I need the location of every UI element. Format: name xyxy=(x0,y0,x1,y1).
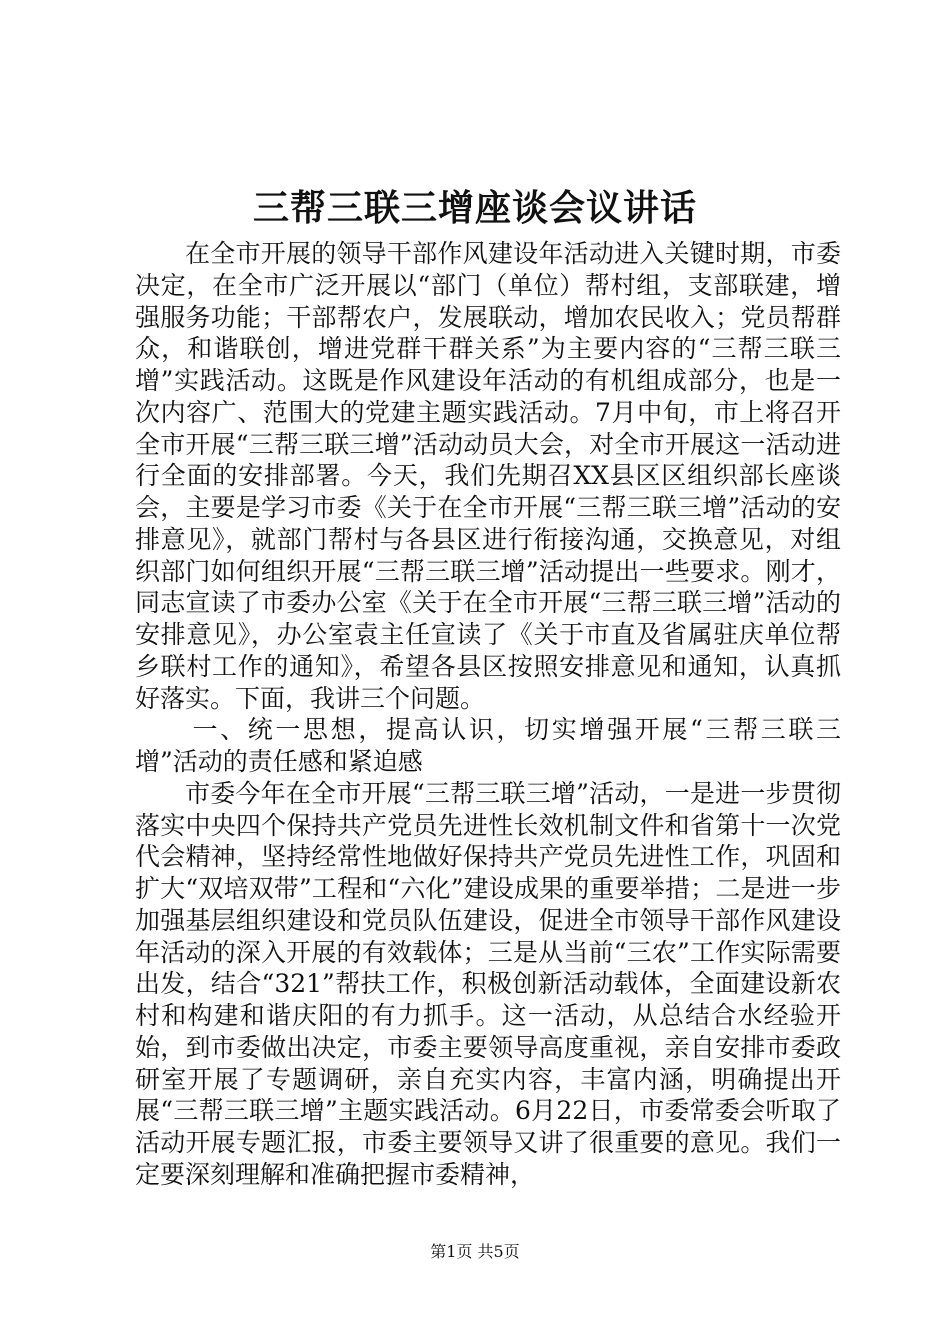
section-heading-1: 一、统一思想，提高认识，切实增强开展“三帮三联三增”活动的责任感和紧迫感 xyxy=(135,715,841,776)
paragraph-section-1: 市委今年在全市开展“三帮三联三增”活动，一是进一步贯彻落实中央四个保持共产党员先进性长效机制文件和省第十一次党代会精神，坚持经常性地做好保持共产党员先进性工作，巩固和扩大“双培双带”工程和“六化”建设成果的重要举措；二是进一步加强基层组织建设和党员队伍建设，促进全市领导干部作风建设年活动的深入开展的有效载体；三是从当前“三农”工作实际需要出发，结合“321”帮扶工作，积极创新活动载体，全面建设新农村和构建和谐庆阳的有力抓手。这一活动，从总结合水经验开始，到市委做出决定，市委主要领导高度重视，亲自安排市委政研室开展了专题调研，亲自充实内容，丰富内涵，明确提出开展“三帮三联三增”主题实践活动。6月22日，市委常委会听取了活动开展专题汇报，市委主要领导又讲了很重要的意见。我们一定要深刻理解和准确把握市委精神， xyxy=(135,778,841,1189)
document-body xyxy=(135,238,841,1191)
page-number-footer: 第1页 共5页 xyxy=(430,1242,520,1261)
paragraph-intro: 在全市开展的领导干部作风建设年活动进入关键时期，市委决定，在全市广泛开展以“部门（单位）帮村组，支部联建，增强服务功能；干部帮农户，发展联动，增加农民收入；党员帮群众，和谐联创，增进党群干群关系”为主要内容的“三帮三联三增”实践活动。这既是作风建设年活动的有机组成部分，也是一次内容广、范围大的党建主题实践活动。7月中旬，市上将召开全市开展“三帮三联三增”活动动员大会，对全市开展这一活动进行全面的安排部署。今天，我们先期召XX县区区组织部长座谈会，主要是学习市委《关于在全市开展“三帮三联三增”活动的安排意见》，就部门帮村与各县区进行衔接沟通，交换意见，对组织部门如何组织开展“三帮三联三增”活动提出一些要求。刚才，同志宣读了市委办公室《关于在全市开展“三帮三联三增”活动的安排意见》，办公室袁主任宣读了《关于市直及省属驻庆单位帮乡联村工作的通知》，希望各县区按照安排意见和通知，认真抓好落实。下面，我讲三个问题。 xyxy=(135,239,841,713)
document-title: 三帮三联三增座谈会议讲话 xyxy=(252,187,697,229)
